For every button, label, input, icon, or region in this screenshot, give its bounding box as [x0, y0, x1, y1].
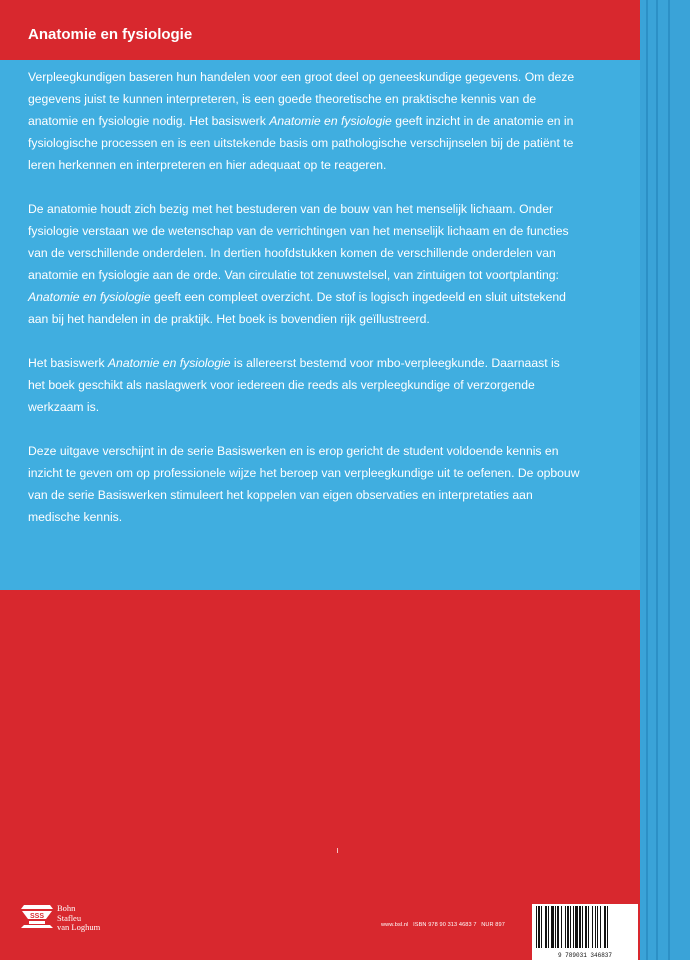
cover-title: Anatomie en fysiologie: [28, 26, 193, 43]
bsl-logo-icon: [20, 903, 54, 929]
paragraph-text: is allereerst bestemd voor mbo-verpleegkunde. Daarnaast is het boek geschikt als naslagwerk voor iedereen die reeds als verpleegkundige of verzorgende werkzaam is.: [28, 356, 560, 414]
title-band: [0, 0, 640, 60]
barcode-number: 9 789031 346837: [557, 952, 612, 959]
paragraph-text: geeft inzicht in de anatomie en in fysiologische processen en is een uitstekende basis om pathologische verschijnselen bij de patiënt te leren herkennen en interpreteren en hier adequaat op te reageren.: [28, 114, 574, 172]
spine-edge-line: [646, 0, 648, 960]
paragraph-text: geeft een compleet overzicht. De stof is logisch ingedeeld en sluit uitstekend aan bij het handelen in de praktijk. Het boek is bovendien rijk geïllustreerd.: [28, 290, 566, 326]
book-title-italic: Anatomie en fysiologie: [269, 114, 392, 128]
paragraph-text: De anatomie houdt zich bezig met het bestuderen van de bouw van het menselijk lichaam. Onder fysiologie verstaan we de wetenschap van de verrichtingen van het menselijk lichaam en de functies van de verschillende onderdelen. In dertien hoofdstukken komen de verschillende onderdelen van anatomie en fysiologie aan de orde. Van circulatie tot zenuwstelsel, van zintuigen tot voortplanting:: [28, 202, 569, 282]
barcode-bars: [536, 906, 634, 948]
paragraph-text: Deze uitgave verschijnt in de serie Basiswerken en is erop gericht de student voldoende kennis en inzicht te geven om op professionele wijze het beroep van verpleegkundige uit te oefenen. De opbouw van de serie Basiswerken stimuleert het koppelen van eigen observaties en interpretaties aan medische kennis.: [28, 444, 580, 524]
isbn-barcode: [532, 904, 638, 960]
book-metadata: [381, 922, 508, 928]
book-spine: [640, 0, 690, 960]
book-title-italic: Anatomie en fysiologie: [28, 290, 151, 304]
tick-mark: [337, 848, 338, 853]
paragraph-1: [28, 66, 580, 176]
website-url: www.bsl.nl: [381, 922, 409, 928]
paragraph-3: [28, 352, 580, 418]
book-title-italic: Anatomie en fysiologie: [107, 356, 231, 370]
paragraph-2: [28, 198, 580, 330]
paragraph-text: Verpleegkundigen baseren hun handelen voor een groot deel op geneeskundige gegevens. Om deze gegevens juist te kunnen interpreteren, is een goede theoretische en praktische kennis van de anatomie en fysiologie nodig. Het basiswerk: [28, 70, 575, 128]
spine-edge-line: [668, 0, 670, 960]
description-text: [28, 66, 580, 528]
isbn-number: ISBN 978 90 313 4683 7: [413, 922, 477, 928]
paragraph-4: [28, 440, 580, 528]
publisher-line-2: Stafleu: [57, 912, 82, 923]
spine-edge-line: [656, 0, 658, 960]
publisher-line-3: van Loghum: [57, 922, 101, 932]
nur-code: NUR 897: [481, 922, 505, 928]
publisher-line-1: Bohn: [57, 903, 76, 913]
publisher-name: [57, 904, 100, 933]
paragraph-text: Het basiswerk: [28, 356, 108, 370]
logo-text: SSS: [29, 913, 45, 920]
